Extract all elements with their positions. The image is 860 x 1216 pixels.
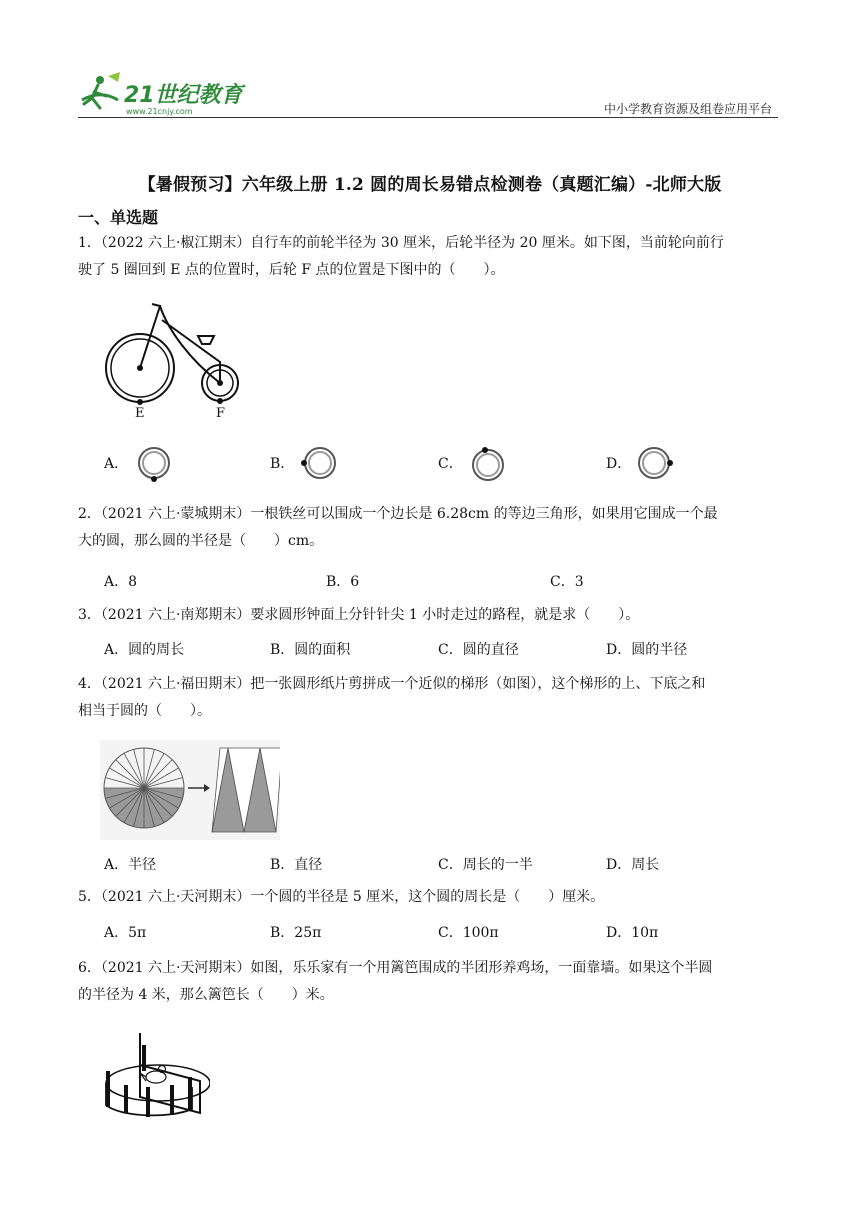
question-1 [78, 230, 778, 284]
option-2b[interactable]: B．6 [326, 574, 360, 590]
question-6-line-1: 6．（2021 六上·天河期末）如图，乐乐家有一个用篱笆围成的半团形养鸡场，一面靠墙。如果这个半圆 [78, 960, 713, 976]
chicken-coop-figure [100, 1025, 210, 1120]
option-label: D． [606, 456, 632, 472]
brand-logo [78, 70, 248, 118]
option-5d[interactable]: D．10π [606, 925, 659, 941]
bicycle-figure [100, 300, 250, 420]
option-3a[interactable]: A．圆的周长 [104, 642, 185, 658]
option-2a[interactable]: A．8 [104, 574, 138, 590]
header-divider [78, 117, 778, 118]
question-4-options [104, 854, 784, 878]
platform-label: 中小学教育资源及组卷应用平台 [603, 102, 772, 116]
question-1-line-2: 驶了 5 圈回到 E 点的位置时，后轮 F 点的位置是下图中的（ ）。 [78, 262, 505, 278]
option-label: C． [438, 456, 463, 472]
question-4 [78, 671, 778, 725]
option-3b[interactable]: B．圆的面积 [270, 642, 351, 658]
question-3 [78, 602, 778, 629]
label-f: F [216, 406, 226, 420]
question-2-line-2: 大的圆，那么圆的半径是（ ）cm。 [78, 533, 324, 549]
option-2c[interactable]: C．3 [550, 574, 584, 590]
option-5a[interactable]: A．5π [104, 925, 147, 941]
option-label: A． [104, 456, 129, 472]
ring-dot-left-icon [298, 443, 342, 487]
question-2 [78, 501, 778, 555]
option-3c[interactable]: C．圆的直径 [438, 642, 519, 658]
option-4c[interactable]: C．周长的一半 [438, 857, 533, 873]
section-heading: 一、单选题 [78, 208, 159, 227]
question-5-options [104, 922, 784, 946]
option-4d[interactable]: D．周长 [606, 857, 660, 873]
question-6 [78, 955, 778, 1009]
logo-text: 21世纪教育 [124, 83, 243, 108]
label-e: E [135, 406, 145, 420]
option-3d[interactable]: D．圆的半径 [606, 642, 688, 658]
option-5c[interactable]: C．100π [438, 925, 499, 941]
question-3-line-1: 3．（2021 六上·南郑期末）要求圆形钟面上分针针尖 1 小时走过的路程，就是求（ ）。 [78, 607, 640, 623]
circle-to-trapezoid-figure [100, 740, 280, 840]
question-5 [78, 884, 778, 911]
ring-dot-top-icon [466, 443, 510, 487]
page-title: 【暑假预习】六年级上册 1.2 圆的周长易错点检测卷（真题汇编）-北师大版 [138, 175, 722, 195]
logo-url: www.21cnjy.com [126, 107, 193, 116]
question-4-line-2: 相当于圆的（ ）。 [78, 703, 211, 719]
question-4-line-1: 4．（2021 六上·福田期末）把一张圆形纸片剪拼成一个近似的梯形（如图），这个梯形的上、下底之和 [78, 676, 706, 692]
question-2-options [104, 571, 784, 595]
page-header [78, 64, 778, 119]
question-1-line-1: 1．（2022 六上·椒江期末）自行车的前轮半径为 30 厘米，后轮半径为 20 厘米。如下图，当前轮向前行 [78, 235, 724, 251]
question-5-line-1: 5．（2021 六上·天河期末）一个圆的半径是 5 厘米，这个圆的周长是（ ）厘米。 [78, 889, 605, 905]
ring-dot-bottom-icon [132, 443, 176, 487]
ring-dot-right-icon [634, 443, 678, 487]
option-5b[interactable]: B．25π [270, 925, 322, 941]
option-4a[interactable]: A．半径 [104, 857, 157, 873]
question-3-options [104, 639, 784, 663]
option-4b[interactable]: B．直径 [270, 857, 323, 873]
question-2-line-1: 2．（2021 六上·蒙城期末）一根铁丝可以围成一个边长是 6.28cm 的等边三角形，如果用它围成一个最 [78, 506, 718, 522]
question-6-line-2: 的半径为 4 米，那么篱笆长（ ）米。 [78, 987, 334, 1003]
option-label: B． [270, 456, 295, 472]
